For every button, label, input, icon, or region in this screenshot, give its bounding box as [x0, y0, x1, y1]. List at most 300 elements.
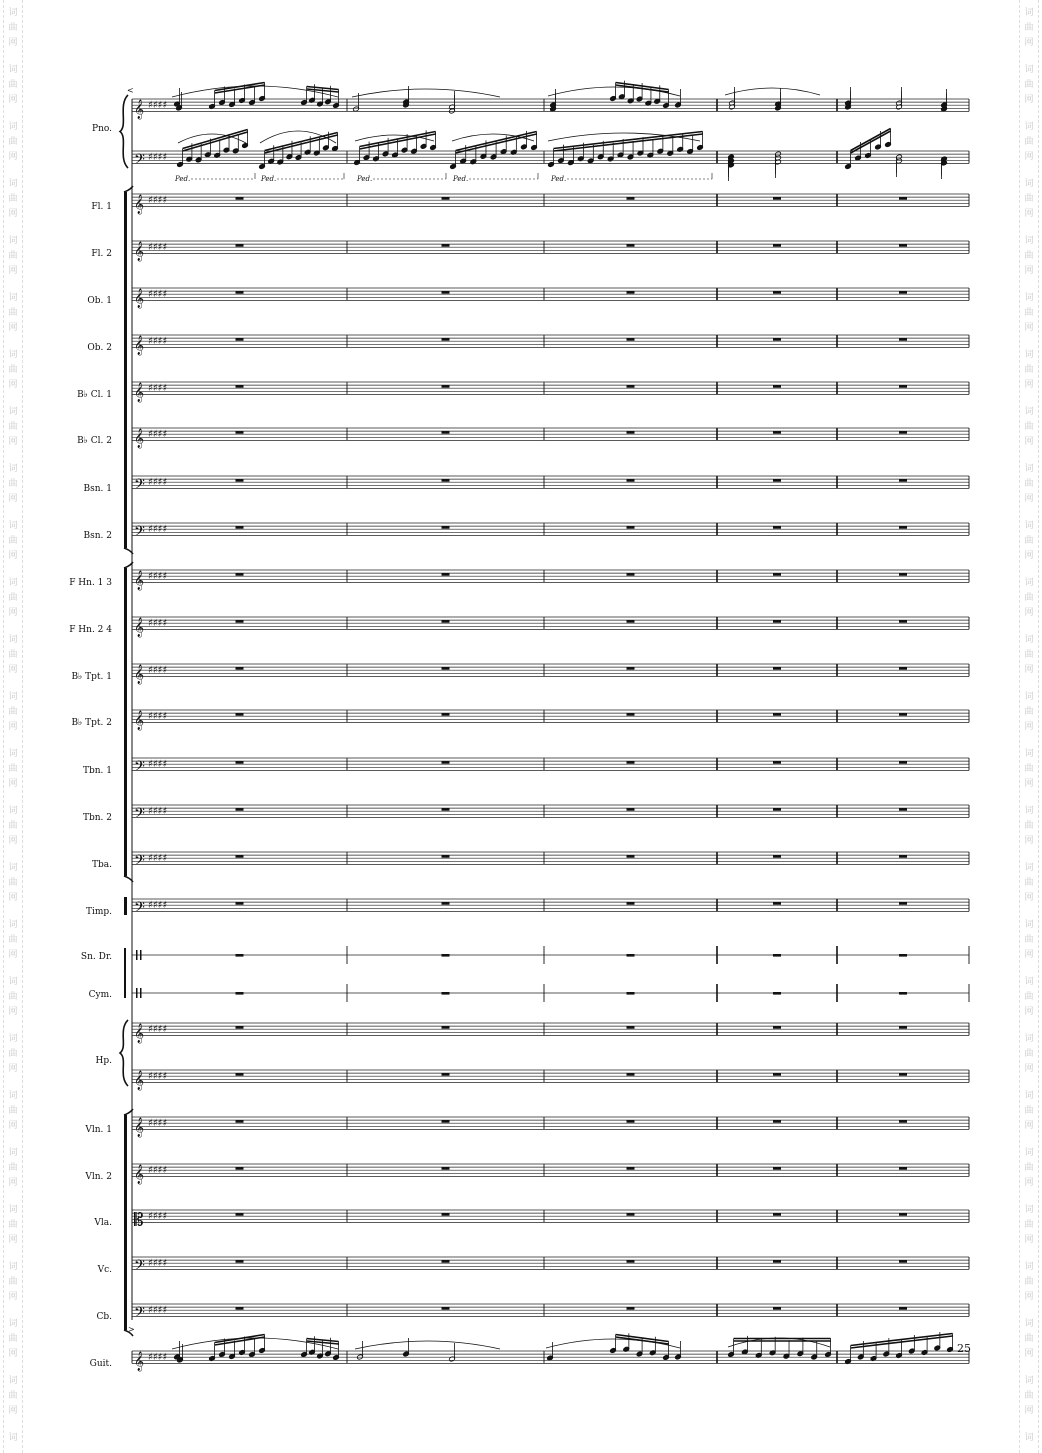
clef-glyph: 𝄢 — [134, 151, 145, 172]
instrument-label-vln1: Vln. 1 — [85, 1125, 112, 1135]
watermark-char: 曲 — [1024, 137, 1034, 147]
clef-glyph: 𝄞 — [134, 288, 145, 309]
watermark-char: 曲 — [8, 935, 18, 945]
whole-rest — [627, 761, 635, 764]
whole-rest — [442, 526, 450, 529]
whole-rest — [627, 954, 635, 957]
watermark-char: 网 — [1024, 1406, 1034, 1416]
clef-glyph: 𝄞 — [134, 570, 145, 591]
pedal-mark: Ped. — [261, 175, 277, 183]
watermark-char: 词 — [1024, 977, 1034, 987]
whole-rest — [899, 385, 907, 388]
watermark-char: 曲 — [8, 764, 18, 774]
watermark-char: 网 — [8, 494, 18, 504]
whole-rest — [236, 1026, 244, 1029]
watermark-char: 词 — [8, 749, 18, 759]
watermark-char: 曲 — [1024, 308, 1034, 318]
watermark-char: 词 — [8, 65, 18, 75]
whole-rest — [627, 338, 635, 341]
whole-rest — [899, 526, 907, 529]
watermark-char: 词 — [1024, 692, 1034, 702]
clef-glyph: 𝄢 — [134, 523, 145, 544]
whole-rest — [627, 713, 635, 716]
watermark-char: 词 — [1024, 806, 1034, 816]
watermark-char: 网 — [1024, 1064, 1034, 1074]
whole-rest — [236, 667, 244, 670]
whole-rest — [442, 1307, 450, 1310]
whole-rest — [627, 620, 635, 623]
instrument-label-snd: Sn. Dr. — [80, 952, 112, 962]
whole-rest — [627, 431, 635, 434]
watermark-char: 词 — [1024, 1148, 1034, 1158]
whole-rest — [442, 1167, 450, 1170]
group-bracket — [124, 948, 126, 998]
whole-rest — [627, 808, 635, 811]
watermark-char: 词 — [1024, 1319, 1034, 1329]
watermark-char: 网 — [1024, 1121, 1034, 1131]
whole-rest — [442, 1213, 450, 1216]
watermark-char: 曲 — [8, 1391, 18, 1401]
watermark-char: 词 — [8, 806, 18, 816]
watermark-char: 词 — [1024, 749, 1034, 759]
key-signature: ♯♯♯♯ — [148, 1024, 168, 1036]
instrument-label-bsn1: Bsn. 1 — [83, 484, 112, 494]
end-mark: > — [128, 1325, 135, 1334]
watermark-char: 曲 — [1024, 1163, 1034, 1173]
clef-glyph: 𝄞 — [134, 194, 145, 215]
whole-rest — [442, 620, 450, 623]
watermark-char: 曲 — [8, 593, 18, 603]
watermark-char: 曲 — [8, 137, 18, 147]
watermark-char: 网 — [1024, 779, 1034, 789]
whole-rest — [773, 526, 781, 529]
instrument-label-ob2: Ob. 2 — [87, 343, 112, 353]
watermark-char: 网 — [8, 152, 18, 162]
whole-rest — [627, 855, 635, 858]
whole-rest — [627, 902, 635, 905]
watermark-char: 词 — [8, 863, 18, 873]
watermark-char: 词 — [8, 293, 18, 303]
watermark-char: 词 — [1024, 1091, 1034, 1101]
group-bracket — [124, 192, 127, 548]
whole-rest — [236, 526, 244, 529]
watermark-char: 曲 — [1024, 650, 1034, 660]
watermark-char: 曲 — [8, 1277, 18, 1287]
percussion-clef — [140, 988, 142, 998]
clef-glyph: 𝄞 — [134, 382, 145, 403]
watermark-char: 网 — [8, 1235, 18, 1245]
clef-glyph: 𝄞 — [134, 617, 145, 638]
whole-rest — [442, 431, 450, 434]
watermark-char: 网 — [1024, 209, 1034, 219]
watermark-char: 词 — [8, 1148, 18, 1158]
key-signature: ♯♯♯♯ — [148, 1258, 168, 1270]
watermark-char: 网 — [1024, 437, 1034, 447]
watermark-char: 网 — [8, 323, 18, 333]
watermark-char: 网 — [8, 95, 18, 105]
clef-glyph: 𝄢 — [134, 899, 145, 920]
watermark-char: 词 — [8, 692, 18, 702]
watermark-char: 网 — [1024, 893, 1034, 903]
whole-rest — [236, 244, 244, 247]
clef-glyph: 𝄡 — [134, 1210, 144, 1231]
whole-rest — [899, 338, 907, 341]
watermark-char: 曲 — [1024, 479, 1034, 489]
clef-glyph: 𝄞 — [134, 428, 145, 449]
whole-rest — [627, 197, 635, 200]
key-signature: ♯♯♯♯ — [148, 1211, 168, 1223]
watermark-char: 曲 — [1024, 536, 1034, 546]
whole-rest — [899, 1213, 907, 1216]
watermark-char: 网 — [8, 1007, 18, 1017]
watermark-char: 网 — [1024, 95, 1034, 105]
whole-rest — [627, 1213, 635, 1216]
whole-rest — [899, 479, 907, 482]
watermark-char: 词 — [8, 920, 18, 930]
whole-rest — [899, 1167, 907, 1170]
watermark-char: 网 — [8, 665, 18, 675]
whole-rest — [236, 573, 244, 576]
whole-rest — [773, 338, 781, 341]
watermark-char: 曲 — [1024, 707, 1034, 717]
whole-rest — [442, 954, 450, 957]
instrument-label-tbn1: Tbn. 1 — [82, 766, 112, 776]
instrument-label-hn13: F Hn. 1 3 — [69, 578, 112, 588]
whole-rest — [899, 291, 907, 294]
clef-glyph: 𝄞 — [134, 1351, 145, 1372]
watermark-char: 网 — [1024, 323, 1034, 333]
key-signature: ♯♯♯♯ — [148, 100, 168, 112]
whole-rest — [773, 244, 781, 247]
whole-rest — [627, 479, 635, 482]
watermark-char: 曲 — [1024, 1334, 1034, 1344]
whole-rest — [442, 385, 450, 388]
watermark-char: 曲 — [1024, 1049, 1034, 1059]
watermark-char: 网 — [1024, 1007, 1034, 1017]
whole-rest — [236, 1260, 244, 1263]
crescendo-start-mark: < — [127, 86, 134, 95]
watermark-char: 曲 — [8, 422, 18, 432]
whole-rest — [236, 1167, 244, 1170]
watermark-char: 网 — [1024, 608, 1034, 618]
watermark-char: 曲 — [8, 1220, 18, 1230]
clef-glyph: 𝄞 — [134, 1164, 145, 1185]
watermark-char: 网 — [8, 1121, 18, 1131]
whole-rest — [627, 244, 635, 247]
watermark-char: 词 — [1024, 236, 1034, 246]
whole-rest — [627, 992, 635, 995]
watermark-char: 词 — [1024, 863, 1034, 873]
watermark-char: 词 — [1024, 8, 1034, 18]
whole-rest — [236, 1120, 244, 1123]
key-signature: ♯♯♯♯ — [148, 665, 168, 677]
clef-glyph: 𝄞 — [134, 99, 145, 120]
instrument-label-fl2: Fl. 2 — [91, 249, 112, 259]
watermark-char: 曲 — [8, 23, 18, 33]
watermark-char: 词 — [8, 1319, 18, 1329]
watermark-char: 曲 — [1024, 764, 1034, 774]
key-signature: ♯♯♯♯ — [148, 759, 168, 771]
instrument-label-cym: Cym. — [88, 990, 112, 1000]
instrument-label-hn24: F Hn. 2 4 — [69, 625, 112, 635]
watermark-char: 词 — [8, 1376, 18, 1386]
whole-rest — [442, 713, 450, 716]
watermark-char: 网 — [8, 722, 18, 732]
whole-rest — [236, 385, 244, 388]
watermark-char: 曲 — [1024, 365, 1034, 375]
beam — [554, 132, 703, 149]
slur — [728, 1338, 830, 1347]
watermark-char: 网 — [8, 836, 18, 846]
percussion-clef — [136, 988, 138, 998]
watermark-char: 曲 — [8, 992, 18, 1002]
whole-rest — [773, 855, 781, 858]
instrument-label-tba: Tba. — [92, 860, 112, 870]
whole-rest — [236, 1213, 244, 1216]
watermark-char: 曲 — [8, 1106, 18, 1116]
whole-rest — [627, 667, 635, 670]
watermark-char: 网 — [1024, 1292, 1034, 1302]
clef-glyph: 𝄢 — [134, 805, 145, 826]
pedal-mark: Ped. — [175, 175, 191, 183]
watermark-char: 曲 — [1024, 1391, 1034, 1401]
watermark-char: 曲 — [1024, 194, 1034, 204]
clef-glyph: 𝄞 — [134, 1117, 145, 1138]
whole-rest — [236, 761, 244, 764]
watermark-char: 曲 — [8, 308, 18, 318]
key-signature: ♯♯♯♯ — [148, 429, 168, 441]
key-signature: ♯♯♯♯ — [148, 336, 168, 348]
whole-rest — [899, 855, 907, 858]
watermark-char: 曲 — [1024, 251, 1034, 261]
whole-rest — [627, 291, 635, 294]
watermark-char: 词 — [1024, 1433, 1034, 1443]
instrument-label-vc: Vc. — [97, 1265, 112, 1275]
slur — [352, 89, 500, 97]
whole-rest — [627, 385, 635, 388]
whole-rest — [899, 431, 907, 434]
watermark-char: 词 — [1024, 407, 1034, 417]
watermark-char: 词 — [8, 977, 18, 987]
instrument-label-tpt2: B♭ Tpt. 2 — [71, 718, 112, 728]
instrument-label-hp: Hp. — [95, 1056, 112, 1066]
key-signature: ♯♯♯♯ — [148, 571, 168, 583]
whole-rest — [773, 954, 781, 957]
slur — [260, 131, 336, 143]
key-signature: ♯♯♯♯ — [148, 711, 168, 723]
watermark-char: 网 — [1024, 551, 1034, 561]
whole-rest — [627, 1073, 635, 1076]
watermark-char: 曲 — [1024, 593, 1034, 603]
whole-rest — [773, 197, 781, 200]
whole-rest — [627, 1260, 635, 1263]
whole-rest — [442, 573, 450, 576]
whole-rest — [899, 902, 907, 905]
watermark-char: 词 — [1024, 1262, 1034, 1272]
whole-rest — [773, 291, 781, 294]
watermark-char: 网 — [8, 437, 18, 447]
whole-rest — [899, 1307, 907, 1310]
watermark-char: 词 — [1024, 1376, 1034, 1386]
whole-rest — [442, 479, 450, 482]
whole-rest — [442, 1260, 450, 1263]
watermark-char: 词 — [1024, 122, 1034, 132]
whole-rest — [773, 479, 781, 482]
whole-rest — [773, 1167, 781, 1170]
whole-rest — [236, 338, 244, 341]
watermark-char: 词 — [8, 1433, 18, 1443]
watermark-char: 网 — [8, 608, 18, 618]
slur — [725, 88, 820, 95]
whole-rest — [442, 992, 450, 995]
whole-rest — [899, 808, 907, 811]
watermark-char: 网 — [8, 950, 18, 960]
watermark-char: 词 — [1024, 1034, 1034, 1044]
clef-glyph: 𝄞 — [134, 1070, 145, 1091]
watermark-char: 网 — [8, 1064, 18, 1074]
slur — [355, 1341, 500, 1349]
watermark-char: 词 — [8, 578, 18, 588]
page-number: 25 — [957, 1342, 971, 1355]
clef-glyph: 𝄞 — [134, 710, 145, 731]
key-signature: ♯♯♯♯ — [148, 242, 168, 254]
whole-rest — [442, 291, 450, 294]
watermark-char: 词 — [1024, 179, 1034, 189]
watermark-char: 词 — [8, 407, 18, 417]
watermark-char: 网 — [1024, 1235, 1034, 1245]
watermark-char: 词 — [1024, 1205, 1034, 1215]
instrument-label-vln2: Vln. 2 — [85, 1172, 112, 1182]
whole-rest — [236, 1073, 244, 1076]
watermark-char: 曲 — [8, 821, 18, 831]
whole-rest — [773, 573, 781, 576]
instrument-label-cl1: B♭ Cl. 1 — [77, 390, 112, 400]
key-signature: ♯♯♯♯ — [148, 383, 168, 395]
clef-glyph: 𝄢 — [134, 758, 145, 779]
watermark-char: 曲 — [1024, 992, 1034, 1002]
watermark-char: 词 — [8, 122, 18, 132]
watermark-char: 词 — [8, 236, 18, 246]
whole-rest — [899, 1260, 907, 1263]
watermark-char: 词 — [1024, 65, 1034, 75]
whole-rest — [442, 855, 450, 858]
beam — [183, 132, 248, 151]
watermark-char: 词 — [8, 350, 18, 360]
whole-rest — [773, 1026, 781, 1029]
whole-rest — [899, 1120, 907, 1123]
watermark-char: 词 — [1024, 521, 1034, 531]
watermark-char: 曲 — [1024, 821, 1034, 831]
brace — [120, 1020, 128, 1086]
key-signature: ♯♯♯♯ — [148, 806, 168, 818]
clef-glyph: 𝄞 — [134, 664, 145, 685]
whole-rest — [442, 244, 450, 247]
whole-rest — [899, 197, 907, 200]
watermark-char: 网 — [8, 38, 18, 48]
whole-rest — [773, 1073, 781, 1076]
instrument-label-guit: Guit. — [89, 1359, 112, 1369]
key-signature: ♯♯♯♯ — [148, 618, 168, 630]
key-signature: ♯♯♯♯ — [148, 1071, 168, 1083]
instrument-label-timp: Timp. — [85, 907, 112, 917]
key-signature: ♯♯♯♯ — [148, 195, 168, 207]
watermark-char: 词 — [8, 179, 18, 189]
watermark-char: 网 — [8, 266, 18, 276]
watermark-char: 词 — [8, 1262, 18, 1272]
watermark-char: 网 — [8, 893, 18, 903]
watermark-char: 网 — [1024, 38, 1034, 48]
watermark-char: 曲 — [1024, 878, 1034, 888]
whole-rest — [773, 1260, 781, 1263]
whole-rest — [442, 808, 450, 811]
whole-rest — [236, 1307, 244, 1310]
whole-rest — [236, 713, 244, 716]
watermark-char: 曲 — [8, 365, 18, 375]
whole-rest — [773, 431, 781, 434]
watermark-char: 网 — [8, 1178, 18, 1188]
watermark-char: 词 — [1024, 464, 1034, 474]
clef-glyph: 𝄞 — [134, 241, 145, 262]
watermark-char: 曲 — [8, 479, 18, 489]
whole-rest — [236, 808, 244, 811]
whole-rest — [442, 761, 450, 764]
whole-rest — [899, 244, 907, 247]
key-signature: ♯♯♯♯ — [148, 152, 168, 164]
watermark-char: 网 — [1024, 722, 1034, 732]
key-signature: ♯♯♯♯ — [148, 289, 168, 301]
key-signature: ♯♯♯♯ — [148, 1165, 168, 1177]
whole-rest — [442, 667, 450, 670]
watermark-char: 网 — [8, 551, 18, 561]
watermark-char: 曲 — [1024, 1277, 1034, 1287]
watermark-char: 词 — [1024, 635, 1034, 645]
watermark-char: 网 — [1024, 1349, 1034, 1359]
whole-rest — [442, 902, 450, 905]
watermark-char: 网 — [1024, 950, 1034, 960]
whole-rest — [899, 667, 907, 670]
watermark-char: 曲 — [8, 1334, 18, 1344]
whole-rest — [899, 1026, 907, 1029]
whole-rest — [899, 620, 907, 623]
percussion-clef — [140, 950, 142, 960]
watermark-char: 曲 — [1024, 935, 1034, 945]
percussion-clef — [136, 950, 138, 960]
watermark-char: 词 — [1024, 920, 1034, 930]
key-signature: ♯♯♯♯ — [148, 524, 168, 536]
watermark-char: 网 — [8, 1292, 18, 1302]
whole-rest — [236, 479, 244, 482]
watermark-char: 网 — [1024, 380, 1034, 390]
instrument-label-bsn2: Bsn. 2 — [83, 531, 112, 541]
whole-rest — [627, 1167, 635, 1170]
watermark-char: 词 — [8, 635, 18, 645]
whole-rest — [899, 992, 907, 995]
whole-rest — [773, 713, 781, 716]
whole-rest — [899, 713, 907, 716]
watermark-char: 网 — [8, 779, 18, 789]
watermark-char: 曲 — [1024, 1106, 1034, 1116]
clef-glyph: 𝄢 — [134, 476, 145, 497]
watermark-char: 网 — [1024, 1178, 1034, 1188]
watermark-char: 曲 — [1024, 1220, 1034, 1230]
whole-rest — [773, 1120, 781, 1123]
whole-rest — [442, 1026, 450, 1029]
whole-rest — [627, 1120, 635, 1123]
clef-glyph: 𝄞 — [134, 1023, 145, 1044]
whole-rest — [627, 1307, 635, 1310]
watermark-char: 网 — [1024, 494, 1034, 504]
watermark-char: 词 — [1024, 578, 1034, 588]
